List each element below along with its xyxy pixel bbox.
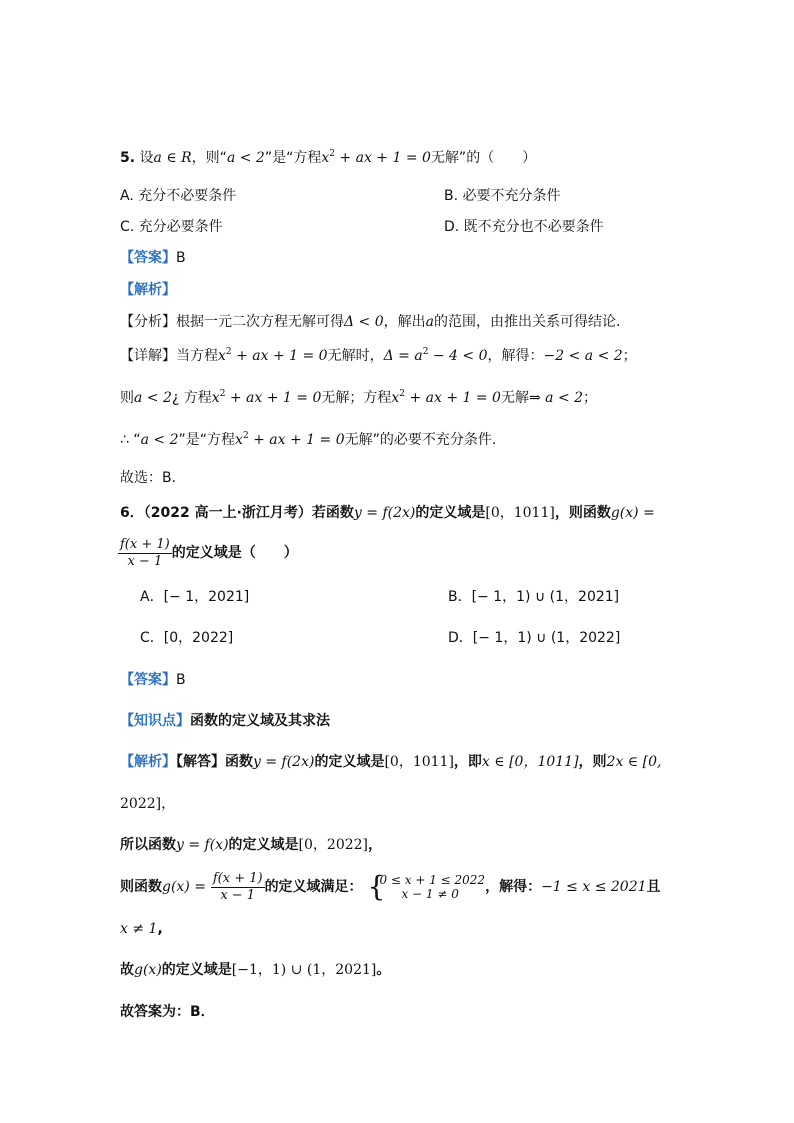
fenxi-label: 【分析】 (120, 314, 176, 330)
q5-text: ，解得： (487, 348, 544, 364)
q5-detail (120, 346, 637, 366)
q6-math: y = f(2x) (253, 754, 315, 770)
q6-text: ， (368, 837, 383, 853)
q6-text: 的定义域是 (415, 505, 486, 521)
q6-text: , (157, 921, 163, 937)
q6-answer (120, 670, 186, 690)
q5-math: + ax + 1 = 0 (225, 390, 322, 406)
q6-header (120, 503, 655, 523)
q5-math: 2 (219, 389, 226, 399)
q6-math: [0，1011] (384, 754, 454, 770)
equation-system (367, 870, 486, 903)
q6-solution-line1-cont (120, 794, 175, 814)
brace: { (367, 870, 386, 903)
q5-option-c: C. 充分必要条件 (120, 219, 223, 235)
q6-solution-line3 (120, 870, 661, 904)
q6-math: g(x) = (162, 879, 206, 895)
q5-answer (120, 248, 186, 268)
q5-stem (120, 148, 536, 168)
q5-math: a < 2 (226, 150, 265, 166)
q6-math: g(x) (134, 962, 162, 978)
q5-text: ”是“方程 (264, 150, 322, 166)
answer-label: 【答案】 (120, 672, 176, 688)
q5-math: x (391, 390, 400, 406)
q6-text: 函数 (225, 754, 253, 770)
q5-math: + ax + 1 = 0 (405, 390, 501, 406)
q5-math: + ax + 1 = 0 (231, 348, 328, 364)
q6-text: 的定义域是 (314, 754, 385, 770)
q6-math: x ∈ [0，1011] (481, 754, 579, 770)
q6-text: 的定义域满足： (264, 879, 363, 895)
system-line: 0 ≤ x + 1 ≤ 2022 (379, 873, 486, 887)
q5-line3 (120, 430, 496, 450)
jieda-label: 【解答】 (176, 754, 225, 770)
q5-text: 根据一元二次方程无解可得 (176, 314, 344, 330)
q5-math: x (235, 432, 243, 448)
q5-math: Δ < 0 (344, 314, 384, 330)
answer-value: B (176, 250, 186, 266)
q5-math: a < 2 (134, 390, 172, 406)
q5-math: 2 (225, 347, 232, 357)
q6-text: ，即 (453, 754, 482, 770)
q6-text: 的定义域是 (228, 837, 299, 853)
q6-option-b: B．[− 1，1) ∪ (1，2021] (448, 589, 620, 605)
q5-text: ，解出 (383, 314, 426, 330)
q6-text: ，则函数 (554, 505, 611, 521)
kp-text: 函数的定义域及其求法 (190, 713, 330, 729)
q6-solution-line2 (120, 835, 382, 855)
q5-math: 2 (329, 149, 335, 159)
q5-text: ¿ 方程 (171, 390, 212, 406)
q5-math: a (425, 314, 435, 330)
q5-math: Δ = a (383, 348, 423, 364)
detail-label: 【详解】 (120, 348, 176, 364)
q5-analysis-label (120, 280, 176, 300)
q5-option-d: D. 既不充分也不必要条件 (444, 219, 604, 235)
kp-label: 【知识点】 (120, 713, 190, 729)
q5-choose: 故选：B. (120, 470, 177, 486)
q5-math: x (321, 150, 330, 166)
q5-text: 的范围，由推出关系可得结论. (434, 314, 621, 330)
q6-math: x ≠ 1 (120, 921, 158, 937)
q5-math: + ax + 1 = 0 (334, 150, 431, 166)
q6-math: [0，2022] (298, 837, 369, 853)
q5-math: x (218, 348, 226, 364)
q6-math: 2x ∈ [0, (606, 754, 662, 770)
q6-text: 且 (646, 879, 661, 895)
q5-text: 则 (120, 390, 134, 406)
q5-math: − 4 < 0 (428, 348, 488, 364)
q5-math: a ∈ R (153, 150, 192, 166)
q6-math: −1 ≤ x ≤ 2021 (541, 879, 647, 895)
q5-text: 无解时， (327, 348, 384, 364)
q5-math: x (211, 390, 220, 406)
fraction (118, 537, 172, 570)
q5-text: ； (583, 390, 598, 406)
q5-text: 无解”的（ ） (430, 150, 537, 166)
q5-text: 无解”的必要不充分条件. (344, 432, 497, 448)
answer-value: B (176, 672, 186, 688)
q5-text: ； (622, 348, 637, 364)
q5-math: + ax + 1 = 0 (248, 432, 345, 448)
q5-math: −2 < a < 2 (543, 348, 623, 364)
q5-fenxi (120, 312, 620, 332)
q6-math: [−1，1) ∪ (1，2021] (231, 962, 377, 978)
q5-text: 设 (139, 150, 154, 166)
q6-text: 的定义域是 (161, 962, 232, 978)
q5-text: 当方程 (176, 348, 218, 364)
q5-line2 (120, 388, 597, 408)
q6-solution-line1 (120, 752, 661, 772)
q6-solution-line5 (120, 960, 390, 980)
fraction-denominator: x − 1 (127, 553, 163, 569)
q6-text: 则函数 (120, 879, 162, 895)
q5-text: ”是“方程 (178, 432, 236, 448)
fraction-numerator: f(x + 1) (120, 536, 170, 552)
q6-math: y = f(x) (176, 837, 229, 853)
q5-text: 无解；方程 (321, 390, 392, 406)
q6-header-cont (118, 536, 298, 570)
q5-text: ，则“ (191, 150, 227, 166)
q6-text: ，则 (578, 754, 607, 770)
q5-text: 无解 (500, 390, 529, 406)
q6-option-d: D．[− 1，1) ∪ (1，2022] (448, 630, 621, 646)
q6-solution-line4 (120, 919, 163, 939)
q5-math: 2 (242, 431, 249, 441)
q6-final: 故答案为：B． (120, 1004, 215, 1020)
answer-label: 【答案】 (120, 250, 176, 266)
q6-text: 6．（2022 高一上·浙江月考）若函数 (120, 505, 354, 521)
q5-text: ∴ “ (120, 432, 141, 448)
q6-option-a: A．[− 1，2021] (140, 589, 250, 605)
q5-option-a: A. 充分不必要条件 (120, 188, 237, 204)
jiexi-label: 【解析】 (120, 754, 176, 770)
system-line: x − 1 ≠ 0 (401, 887, 459, 901)
fraction (211, 871, 265, 904)
q6-math: [0，1011] (485, 505, 555, 521)
q6-knowledge-point (120, 711, 330, 731)
q6-math: 2022]， (120, 796, 176, 812)
q6-text: 所以函数 (120, 837, 176, 853)
q5-number: 5. (120, 150, 136, 166)
analysis-label: 【解析】 (120, 282, 176, 298)
q5-math: a < 2 (140, 432, 179, 448)
q5-math: 2 (422, 347, 429, 357)
fraction-numerator: f(x + 1) (212, 870, 263, 886)
q6-text: 的定义域是（ ） (171, 545, 298, 561)
q6-math: y = f(2x) (353, 505, 416, 521)
q5-option-b: B. 必要不充分条件 (444, 188, 561, 204)
q6-option-c: C．[0，2022] (140, 630, 234, 646)
q6-math: g(x) = (610, 505, 655, 521)
q5-math: ⇒ a < 2 (528, 390, 584, 406)
fraction-denominator: x − 1 (220, 887, 256, 903)
q5-math: 2 (399, 389, 406, 399)
q6-text: 故 (120, 962, 134, 978)
q6-text: 。 (376, 962, 391, 978)
q6-text: ，解得： (485, 879, 542, 895)
